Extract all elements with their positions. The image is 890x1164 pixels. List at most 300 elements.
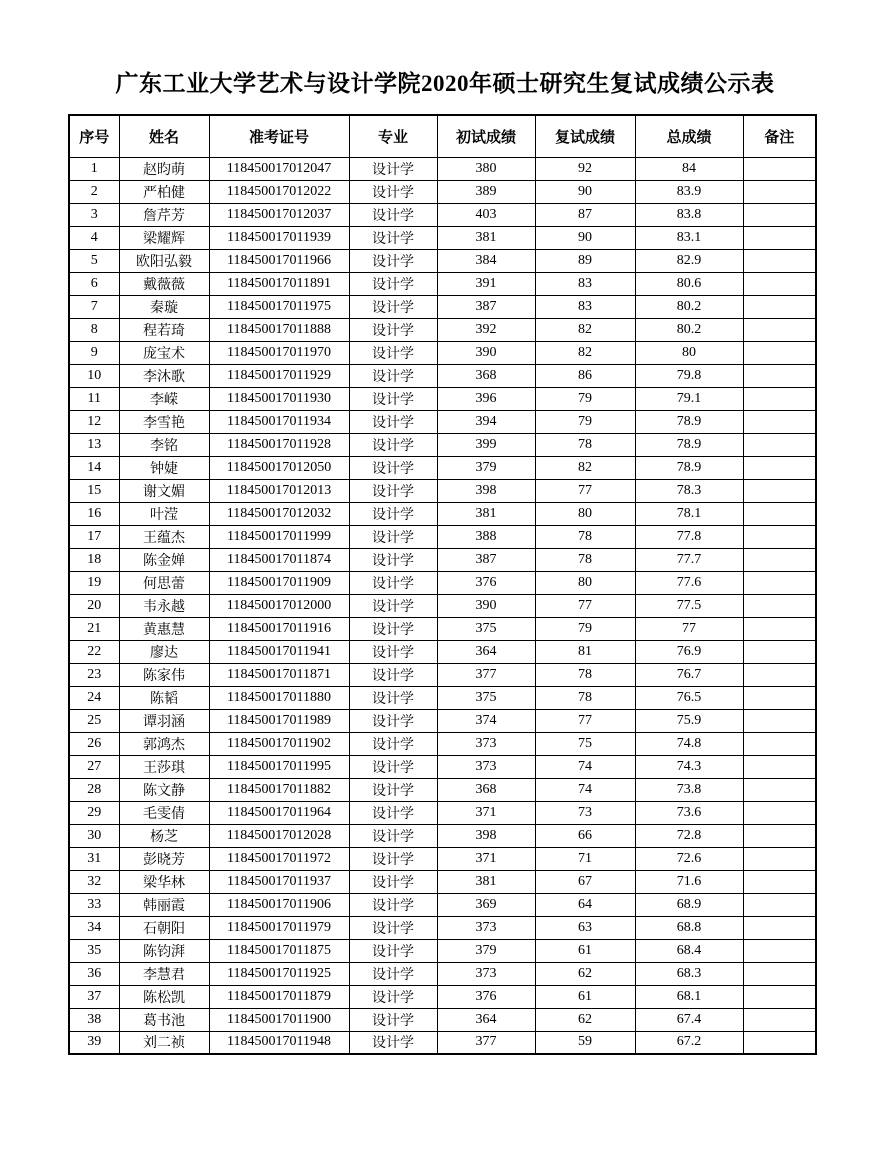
- cell-major: 设计学: [349, 548, 437, 571]
- cell-major: 设计学: [349, 1008, 437, 1031]
- cell-no: 39: [69, 1031, 119, 1054]
- cell-remark: [743, 295, 816, 318]
- cell-ticket-number: 118450017011934: [209, 410, 349, 433]
- cell-remark: [743, 962, 816, 985]
- cell-ticket-number: 118450017011966: [209, 249, 349, 272]
- cell-ticket-number: 118450017011874: [209, 548, 349, 571]
- cell-name: 秦璇: [119, 295, 209, 318]
- cell-retest-score: 74: [535, 755, 635, 778]
- cell-remark: [743, 387, 816, 410]
- cell-total-score: 77.6: [635, 571, 743, 594]
- cell-name: 詹芹芳: [119, 203, 209, 226]
- cell-remark: [743, 755, 816, 778]
- cell-retest-score: 77: [535, 479, 635, 502]
- cell-no: 12: [69, 410, 119, 433]
- table-row: [69, 778, 816, 801]
- cell-total-score: 67.4: [635, 1008, 743, 1031]
- column-header-total-score: 总成绩: [635, 115, 743, 157]
- table-row: [69, 640, 816, 663]
- cell-retest-score: 75: [535, 732, 635, 755]
- cell-initial-score: 368: [437, 778, 535, 801]
- cell-no: 3: [69, 203, 119, 226]
- table-body: [69, 157, 816, 1054]
- cell-total-score: 68.8: [635, 916, 743, 939]
- cell-ticket-number: 118450017011937: [209, 870, 349, 893]
- cell-remark: [743, 203, 816, 226]
- cell-remark: [743, 709, 816, 732]
- cell-initial-score: 390: [437, 594, 535, 617]
- cell-name: 刘二祯: [119, 1031, 209, 1054]
- cell-name: 谭羽涵: [119, 709, 209, 732]
- cell-initial-score: 364: [437, 640, 535, 663]
- cell-no: 24: [69, 686, 119, 709]
- cell-total-score: 68.1: [635, 985, 743, 1008]
- column-header-remark: 备注: [743, 115, 816, 157]
- cell-retest-score: 74: [535, 778, 635, 801]
- cell-major: 设计学: [349, 157, 437, 180]
- cell-initial-score: 391: [437, 272, 535, 295]
- table-row: [69, 571, 816, 594]
- cell-no: 8: [69, 318, 119, 341]
- column-header-major: 专业: [349, 115, 437, 157]
- cell-remark: [743, 870, 816, 893]
- cell-remark: [743, 318, 816, 341]
- cell-initial-score: 392: [437, 318, 535, 341]
- cell-initial-score: 376: [437, 571, 535, 594]
- cell-ticket-number: 118450017011928: [209, 433, 349, 456]
- cell-ticket-number: 118450017012050: [209, 456, 349, 479]
- cell-ticket-number: 118450017011989: [209, 709, 349, 732]
- cell-no: 28: [69, 778, 119, 801]
- cell-no: 13: [69, 433, 119, 456]
- cell-retest-score: 79: [535, 387, 635, 410]
- cell-initial-score: 379: [437, 456, 535, 479]
- table-row: [69, 318, 816, 341]
- table-row: [69, 295, 816, 318]
- cell-major: 设计学: [349, 686, 437, 709]
- cell-retest-score: 61: [535, 985, 635, 1008]
- cell-total-score: 79.8: [635, 364, 743, 387]
- cell-name: 韩丽霞: [119, 893, 209, 916]
- cell-remark: [743, 226, 816, 249]
- cell-remark: [743, 1031, 816, 1054]
- table-row: [69, 157, 816, 180]
- cell-retest-score: 82: [535, 341, 635, 364]
- table-row: [69, 594, 816, 617]
- cell-initial-score: 371: [437, 847, 535, 870]
- cell-no: 10: [69, 364, 119, 387]
- cell-initial-score: 381: [437, 870, 535, 893]
- cell-no: 11: [69, 387, 119, 410]
- cell-no: 18: [69, 548, 119, 571]
- cell-ticket-number: 118450017012000: [209, 594, 349, 617]
- cell-retest-score: 78: [535, 548, 635, 571]
- cell-initial-score: 387: [437, 548, 535, 571]
- cell-major: 设计学: [349, 893, 437, 916]
- cell-remark: [743, 801, 816, 824]
- cell-major: 设计学: [349, 387, 437, 410]
- cell-total-score: 74.8: [635, 732, 743, 755]
- cell-initial-score: 379: [437, 939, 535, 962]
- cell-retest-score: 78: [535, 433, 635, 456]
- table-row: [69, 387, 816, 410]
- table-row: [69, 663, 816, 686]
- cell-name: 李铭: [119, 433, 209, 456]
- table-row: [69, 686, 816, 709]
- cell-name: 李慧君: [119, 962, 209, 985]
- cell-initial-score: 373: [437, 732, 535, 755]
- cell-ticket-number: 118450017011941: [209, 640, 349, 663]
- cell-remark: [743, 617, 816, 640]
- cell-initial-score: 373: [437, 755, 535, 778]
- cell-ticket-number: 118450017012028: [209, 824, 349, 847]
- cell-remark: [743, 594, 816, 617]
- cell-major: 设计学: [349, 962, 437, 985]
- cell-initial-score: 377: [437, 1031, 535, 1054]
- cell-name: 韦永越: [119, 594, 209, 617]
- cell-no: 2: [69, 180, 119, 203]
- cell-initial-score: 403: [437, 203, 535, 226]
- table-row: [69, 916, 816, 939]
- cell-name: 梁华林: [119, 870, 209, 893]
- cell-ticket-number: 118450017011880: [209, 686, 349, 709]
- cell-ticket-number: 118450017011972: [209, 847, 349, 870]
- cell-total-score: 78.1: [635, 502, 743, 525]
- table-row: [69, 479, 816, 502]
- cell-name: 庞宝术: [119, 341, 209, 364]
- cell-total-score: 76.9: [635, 640, 743, 663]
- cell-no: 16: [69, 502, 119, 525]
- cell-ticket-number: 118450017012013: [209, 479, 349, 502]
- cell-total-score: 83.1: [635, 226, 743, 249]
- table-row: [69, 502, 816, 525]
- cell-initial-score: 384: [437, 249, 535, 272]
- cell-initial-score: 389: [437, 180, 535, 203]
- cell-total-score: 68.3: [635, 962, 743, 985]
- cell-major: 设计学: [349, 870, 437, 893]
- cell-initial-score: 387: [437, 295, 535, 318]
- cell-name: 石朝阳: [119, 916, 209, 939]
- table-row: [69, 341, 816, 364]
- cell-retest-score: 82: [535, 456, 635, 479]
- cell-major: 设计学: [349, 571, 437, 594]
- cell-name: 谢文媚: [119, 479, 209, 502]
- cell-no: 17: [69, 525, 119, 548]
- cell-total-score: 80: [635, 341, 743, 364]
- cell-remark: [743, 824, 816, 847]
- cell-retest-score: 82: [535, 318, 635, 341]
- cell-retest-score: 77: [535, 594, 635, 617]
- column-header-name: 姓名: [119, 115, 209, 157]
- cell-ticket-number: 118450017011999: [209, 525, 349, 548]
- cell-total-score: 80.2: [635, 295, 743, 318]
- table-row: [69, 824, 816, 847]
- cell-ticket-number: 118450017011930: [209, 387, 349, 410]
- cell-no: 7: [69, 295, 119, 318]
- cell-ticket-number: 118450017011875: [209, 939, 349, 962]
- table-row: [69, 1008, 816, 1031]
- cell-ticket-number: 118450017011939: [209, 226, 349, 249]
- cell-major: 设计学: [349, 226, 437, 249]
- cell-initial-score: 398: [437, 479, 535, 502]
- cell-remark: [743, 663, 816, 686]
- cell-retest-score: 81: [535, 640, 635, 663]
- cell-remark: [743, 778, 816, 801]
- cell-major: 设计学: [349, 617, 437, 640]
- cell-retest-score: 64: [535, 893, 635, 916]
- cell-name: 何思蕾: [119, 571, 209, 594]
- cell-total-score: 73.8: [635, 778, 743, 801]
- cell-remark: [743, 249, 816, 272]
- cell-ticket-number: 118450017011882: [209, 778, 349, 801]
- cell-ticket-number: 118450017011929: [209, 364, 349, 387]
- cell-no: 35: [69, 939, 119, 962]
- cell-name: 王蕴杰: [119, 525, 209, 548]
- cell-name: 叶滢: [119, 502, 209, 525]
- cell-remark: [743, 893, 816, 916]
- cell-no: 37: [69, 985, 119, 1008]
- cell-ticket-number: 118450017011916: [209, 617, 349, 640]
- cell-total-score: 72.6: [635, 847, 743, 870]
- table-row: [69, 985, 816, 1008]
- cell-name: 廖达: [119, 640, 209, 663]
- cell-name: 王莎琪: [119, 755, 209, 778]
- cell-name: 黄惠慧: [119, 617, 209, 640]
- cell-total-score: 77: [635, 617, 743, 640]
- cell-name: 陈钧湃: [119, 939, 209, 962]
- cell-ticket-number: 118450017011975: [209, 295, 349, 318]
- table-row: [69, 456, 816, 479]
- header-row: [69, 115, 816, 157]
- cell-total-score: 76.5: [635, 686, 743, 709]
- cell-name: 钟婕: [119, 456, 209, 479]
- column-header-retest-score: 复试成绩: [535, 115, 635, 157]
- cell-total-score: 78.9: [635, 433, 743, 456]
- cell-remark: [743, 847, 816, 870]
- cell-name: 李雪艳: [119, 410, 209, 433]
- table-row: [69, 870, 816, 893]
- cell-no: 29: [69, 801, 119, 824]
- cell-name: 欧阳弘毅: [119, 249, 209, 272]
- cell-total-score: 77.5: [635, 594, 743, 617]
- cell-retest-score: 59: [535, 1031, 635, 1054]
- table-row: [69, 1031, 816, 1054]
- cell-major: 设计学: [349, 824, 437, 847]
- cell-ticket-number: 118450017011909: [209, 571, 349, 594]
- cell-total-score: 80.2: [635, 318, 743, 341]
- cell-retest-score: 83: [535, 272, 635, 295]
- cell-retest-score: 67: [535, 870, 635, 893]
- table-row: [69, 410, 816, 433]
- cell-initial-score: 394: [437, 410, 535, 433]
- cell-total-score: 78.9: [635, 456, 743, 479]
- page-title: 广东工业大学艺术与设计学院2020年硕士研究生复试成绩公示表: [115, 71, 775, 96]
- cell-retest-score: 78: [535, 686, 635, 709]
- cell-remark: [743, 180, 816, 203]
- cell-major: 设计学: [349, 778, 437, 801]
- cell-major: 设计学: [349, 594, 437, 617]
- cell-no: 34: [69, 916, 119, 939]
- cell-ticket-number: 118450017011906: [209, 893, 349, 916]
- table-row: [69, 180, 816, 203]
- cell-remark: [743, 364, 816, 387]
- cell-total-score: 76.7: [635, 663, 743, 686]
- cell-name: 赵昀萌: [119, 157, 209, 180]
- cell-no: 31: [69, 847, 119, 870]
- table-row: [69, 272, 816, 295]
- table-row: [69, 433, 816, 456]
- table-row: [69, 364, 816, 387]
- cell-no: 6: [69, 272, 119, 295]
- table-row: [69, 525, 816, 548]
- cell-initial-score: 374: [437, 709, 535, 732]
- cell-major: 设计学: [349, 939, 437, 962]
- cell-major: 设计学: [349, 916, 437, 939]
- cell-remark: [743, 640, 816, 663]
- cell-total-score: 68.4: [635, 939, 743, 962]
- cell-retest-score: 86: [535, 364, 635, 387]
- cell-total-score: 71.6: [635, 870, 743, 893]
- cell-initial-score: 364: [437, 1008, 535, 1031]
- cell-initial-score: 399: [437, 433, 535, 456]
- cell-no: 9: [69, 341, 119, 364]
- cell-total-score: 67.2: [635, 1031, 743, 1054]
- cell-name: 陈松凯: [119, 985, 209, 1008]
- cell-ticket-number: 118450017011979: [209, 916, 349, 939]
- cell-major: 设计学: [349, 364, 437, 387]
- cell-remark: [743, 341, 816, 364]
- cell-initial-score: 398: [437, 824, 535, 847]
- cell-no: 14: [69, 456, 119, 479]
- cell-name: 葛书池: [119, 1008, 209, 1031]
- cell-initial-score: 381: [437, 226, 535, 249]
- cell-ticket-number: 118450017012032: [209, 502, 349, 525]
- cell-retest-score: 63: [535, 916, 635, 939]
- cell-no: 25: [69, 709, 119, 732]
- cell-name: 李嵘: [119, 387, 209, 410]
- cell-retest-score: 78: [535, 663, 635, 686]
- cell-initial-score: 388: [437, 525, 535, 548]
- cell-retest-score: 89: [535, 249, 635, 272]
- cell-remark: [743, 916, 816, 939]
- cell-major: 设计学: [349, 249, 437, 272]
- cell-initial-score: 396: [437, 387, 535, 410]
- cell-remark: [743, 732, 816, 755]
- cell-name: 李沐歌: [119, 364, 209, 387]
- cell-no: 36: [69, 962, 119, 985]
- cell-remark: [743, 571, 816, 594]
- cell-no: 30: [69, 824, 119, 847]
- cell-major: 设计学: [349, 502, 437, 525]
- cell-total-score: 80.6: [635, 272, 743, 295]
- column-header-initial-score: 初试成绩: [437, 115, 535, 157]
- column-header-ticket-number: 准考证号: [209, 115, 349, 157]
- cell-retest-score: 83: [535, 295, 635, 318]
- table-row: [69, 732, 816, 755]
- cell-no: 21: [69, 617, 119, 640]
- cell-total-score: 84: [635, 157, 743, 180]
- table-row: [69, 893, 816, 916]
- cell-name: 彭晓芳: [119, 847, 209, 870]
- cell-retest-score: 87: [535, 203, 635, 226]
- cell-initial-score: 373: [437, 962, 535, 985]
- cell-retest-score: 80: [535, 502, 635, 525]
- cell-ticket-number: 118450017011888: [209, 318, 349, 341]
- cell-retest-score: 62: [535, 1008, 635, 1031]
- cell-major: 设计学: [349, 341, 437, 364]
- table-row: [69, 847, 816, 870]
- cell-remark: [743, 686, 816, 709]
- cell-retest-score: 90: [535, 180, 635, 203]
- cell-no: 20: [69, 594, 119, 617]
- cell-major: 设计学: [349, 663, 437, 686]
- cell-name: 戴薇薇: [119, 272, 209, 295]
- cell-total-score: 77.7: [635, 548, 743, 571]
- cell-retest-score: 92: [535, 157, 635, 180]
- cell-ticket-number: 118450017011891: [209, 272, 349, 295]
- cell-total-score: 74.3: [635, 755, 743, 778]
- cell-initial-score: 376: [437, 985, 535, 1008]
- cell-retest-score: 77: [535, 709, 635, 732]
- cell-major: 设计学: [349, 847, 437, 870]
- cell-name: 陈文静: [119, 778, 209, 801]
- cell-major: 设计学: [349, 985, 437, 1008]
- cell-retest-score: 79: [535, 410, 635, 433]
- table-row: [69, 939, 816, 962]
- cell-total-score: 83.8: [635, 203, 743, 226]
- cell-initial-score: 381: [437, 502, 535, 525]
- cell-initial-score: 375: [437, 686, 535, 709]
- cell-retest-score: 71: [535, 847, 635, 870]
- cell-name: 严柏健: [119, 180, 209, 203]
- table-row: [69, 617, 816, 640]
- table-row: [69, 801, 816, 824]
- cell-initial-score: 373: [437, 916, 535, 939]
- cell-no: 33: [69, 893, 119, 916]
- cell-no: 38: [69, 1008, 119, 1031]
- cell-major: 设计学: [349, 1031, 437, 1054]
- cell-remark: [743, 157, 816, 180]
- cell-ticket-number: 118450017011995: [209, 755, 349, 778]
- cell-no: 27: [69, 755, 119, 778]
- cell-no: 4: [69, 226, 119, 249]
- cell-major: 设计学: [349, 709, 437, 732]
- cell-major: 设计学: [349, 456, 437, 479]
- cell-total-score: 72.8: [635, 824, 743, 847]
- cell-name: 梁耀辉: [119, 226, 209, 249]
- cell-no: 5: [69, 249, 119, 272]
- cell-no: 22: [69, 640, 119, 663]
- cell-initial-score: 369: [437, 893, 535, 916]
- cell-major: 设计学: [349, 410, 437, 433]
- cell-retest-score: 78: [535, 525, 635, 548]
- cell-major: 设计学: [349, 525, 437, 548]
- cell-total-score: 78.3: [635, 479, 743, 502]
- cell-ticket-number: 118450017012047: [209, 157, 349, 180]
- cell-major: 设计学: [349, 755, 437, 778]
- cell-ticket-number: 118450017011970: [209, 341, 349, 364]
- cell-ticket-number: 118450017011948: [209, 1031, 349, 1054]
- cell-remark: [743, 1008, 816, 1031]
- cell-name: 郭鸿杰: [119, 732, 209, 755]
- cell-major: 设计学: [349, 640, 437, 663]
- cell-no: 19: [69, 571, 119, 594]
- cell-total-score: 78.9: [635, 410, 743, 433]
- cell-name: 杨芝: [119, 824, 209, 847]
- table-row: [69, 755, 816, 778]
- table-row: [69, 203, 816, 226]
- cell-total-score: 68.9: [635, 893, 743, 916]
